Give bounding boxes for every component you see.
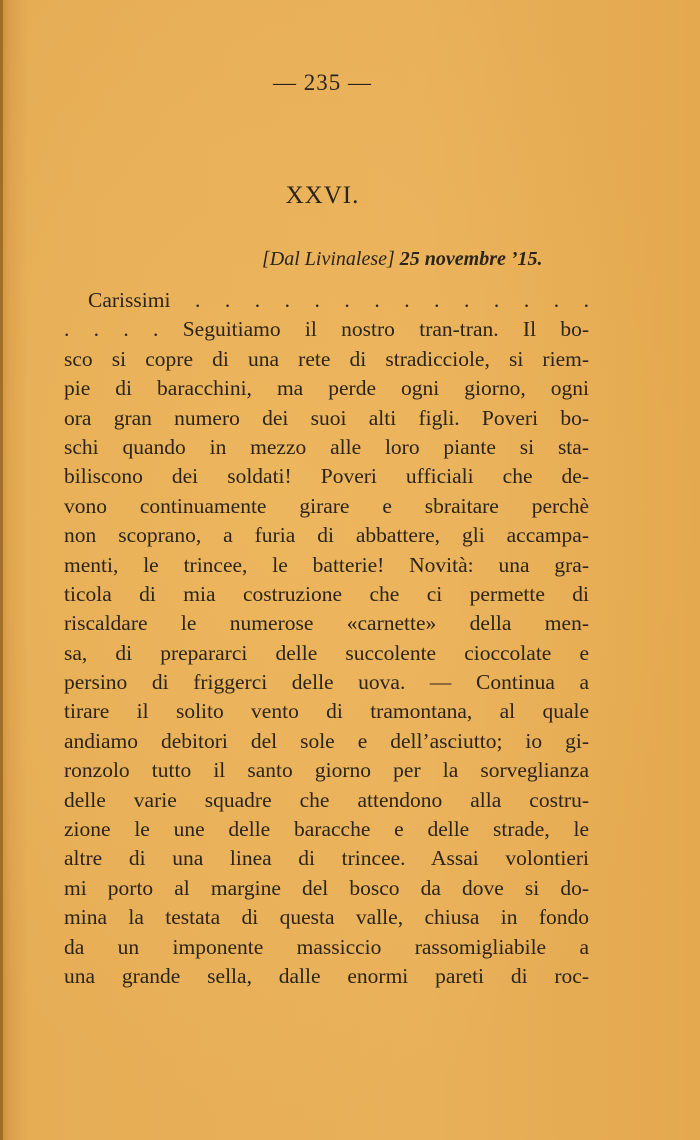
chapter-heading: XXVI. [285, 182, 360, 209]
text-line: schi quando in mezzo alle loro piante si sta- [64, 434, 589, 459]
text-line: da un imponente massiccio rassomigliabile a [64, 934, 589, 959]
text-line: una grande sella, dalle enormi pareti di roc- [64, 963, 589, 988]
text-line: biliscono dei soldati! Poveri ufficiali che de- [64, 464, 589, 489]
text-line: tirare il solito vento di tramontana, al quale [64, 699, 589, 724]
text-line: ticola di mia costruzione che ci permette di [64, 581, 589, 606]
page-spine-edge [0, 0, 3, 1140]
text-line: riscaldare le numerose «carnette» della men- [64, 611, 589, 636]
text-line: mina la testata di questa valle, chiusa in fondo [64, 905, 589, 930]
text-line: andiamo debitori del sole e dell’asciutto; io gi- [64, 728, 589, 753]
text-line: Carissimi . . . . . . . . . . . . . . [88, 288, 589, 312]
text-line: non scoprano, a furia di abbattere, gli accampa- [64, 523, 589, 548]
text-line: . . . . Seguitiamo il nostro tran-tran. Il bo- [64, 317, 589, 342]
text-line: vono continuamente girare e sbraitare perchè [64, 493, 589, 518]
text-line: pie di baracchini, ma perde ogni giorno, ogni [64, 376, 589, 401]
dateline-date: 25 novembre ’15. [399, 248, 543, 270]
text-line: delle varie squadre che attendono alla costru- [64, 787, 589, 812]
text-line: zione le une delle baracche e delle strade, le [64, 817, 589, 842]
page-number: — 235 — [273, 70, 372, 95]
text-line: altre di una linea di trincee. Assai volontieri [64, 846, 589, 871]
text-line: ronzolo tutto il santo giorno per la sorveglianza [64, 758, 589, 783]
text-line: sco si copre di una rete di stradicciole, si riem- [64, 346, 589, 371]
dateline-place: [Dal Livinalese] [262, 248, 395, 270]
letter-dateline [262, 248, 592, 271]
text-line: persino di friggerci delle uova. — Continua a [64, 670, 589, 695]
text-line: menti, le trincee, le batterie! Novità: una gra- [64, 552, 589, 577]
text-line: mi porto al margine del bosco da dove si do- [64, 875, 589, 900]
letter-body [64, 286, 589, 991]
text-line: ora gran numero dei suoi alti figli. Poveri bo- [64, 405, 589, 430]
text-line: sa, di prepararci delle succolente cioccolate e [64, 640, 589, 665]
